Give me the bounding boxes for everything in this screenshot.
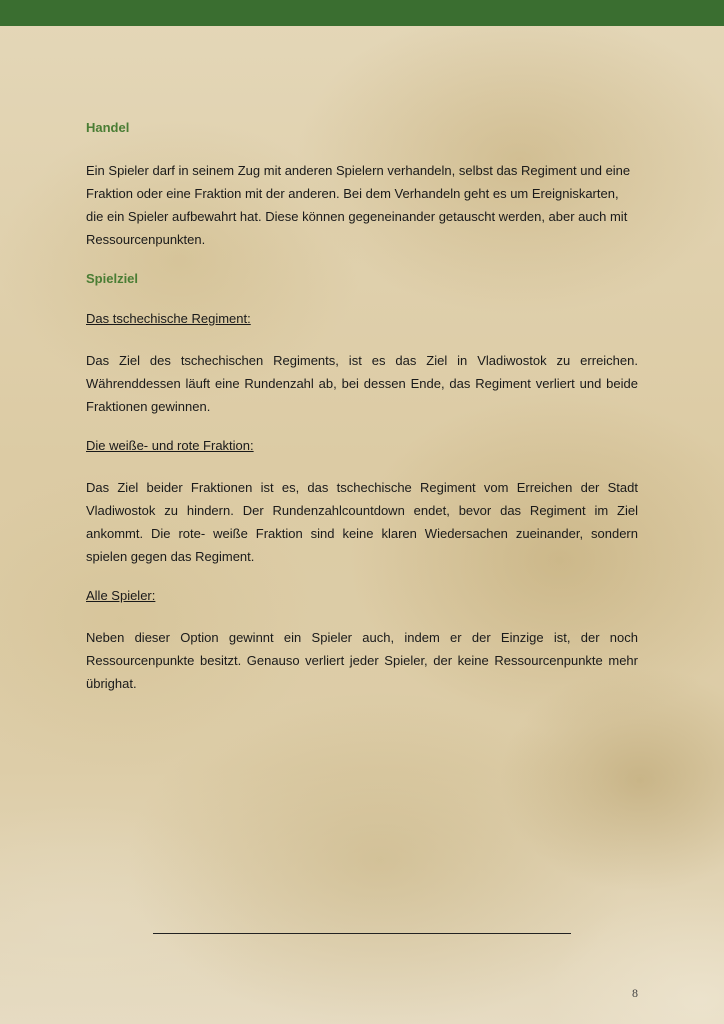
paragraph-regiment: Das Ziel des tschechischen Regiments, ist es das Ziel in Vladiwostok zu erreichen. Währenddessen läuft eine Rundenzahl ab, bei dessen Ende, das Regiment verliert und beide Fraktionen gewinnen. <box>86 353 638 414</box>
subheading-regiment: Das tschechische Regiment: <box>86 311 251 326</box>
subheading-alle-spieler: Alle Spieler: <box>86 588 156 603</box>
page-content <box>86 118 638 695</box>
heading-spielziel: Spielziel <box>86 271 139 286</box>
footer-divider <box>153 933 571 934</box>
header-bar <box>0 0 724 26</box>
subheading-fraktion: Die weiße- und rote Fraktion: <box>86 438 254 453</box>
paragraph-handel: Ein Spieler darf in seinem Zug mit anderen Spielern verhandeln, selbst das Regiment und eine Fraktion oder eine Fraktion mit der anderen. Bei dem Verhandeln geht es um Ereigniskarten, die ein Spieler aufbewahrt hat. Diese können gegeneinander getauscht werden, aber auch mit Ressourcenpunkten. <box>86 163 631 247</box>
paragraph-fraktion: Das Ziel beider Fraktionen ist es, das tschechische Regiment vom Erreichen der Stadt Vladiwostok zu hindern. Der Rundenzahlcountdown endet, bevor das Regiment im Ziel ankommt. Die rote- weiße Fraktion sind keine klaren Wiedersachen zueinander, sondern spielen gegen das Regiment. <box>86 480 638 564</box>
heading-handel: Handel <box>86 120 130 135</box>
paragraph-alle-spieler: Neben dieser Option gewinnt ein Spieler auch, indem er der Einzige ist, der noch Ressourcenpunkte besitzt. Genauso verliert jeder Spieler, der keine Ressourcenpunkte mehr übrighat. <box>86 630 638 691</box>
page-number: 8 <box>632 986 638 1000</box>
